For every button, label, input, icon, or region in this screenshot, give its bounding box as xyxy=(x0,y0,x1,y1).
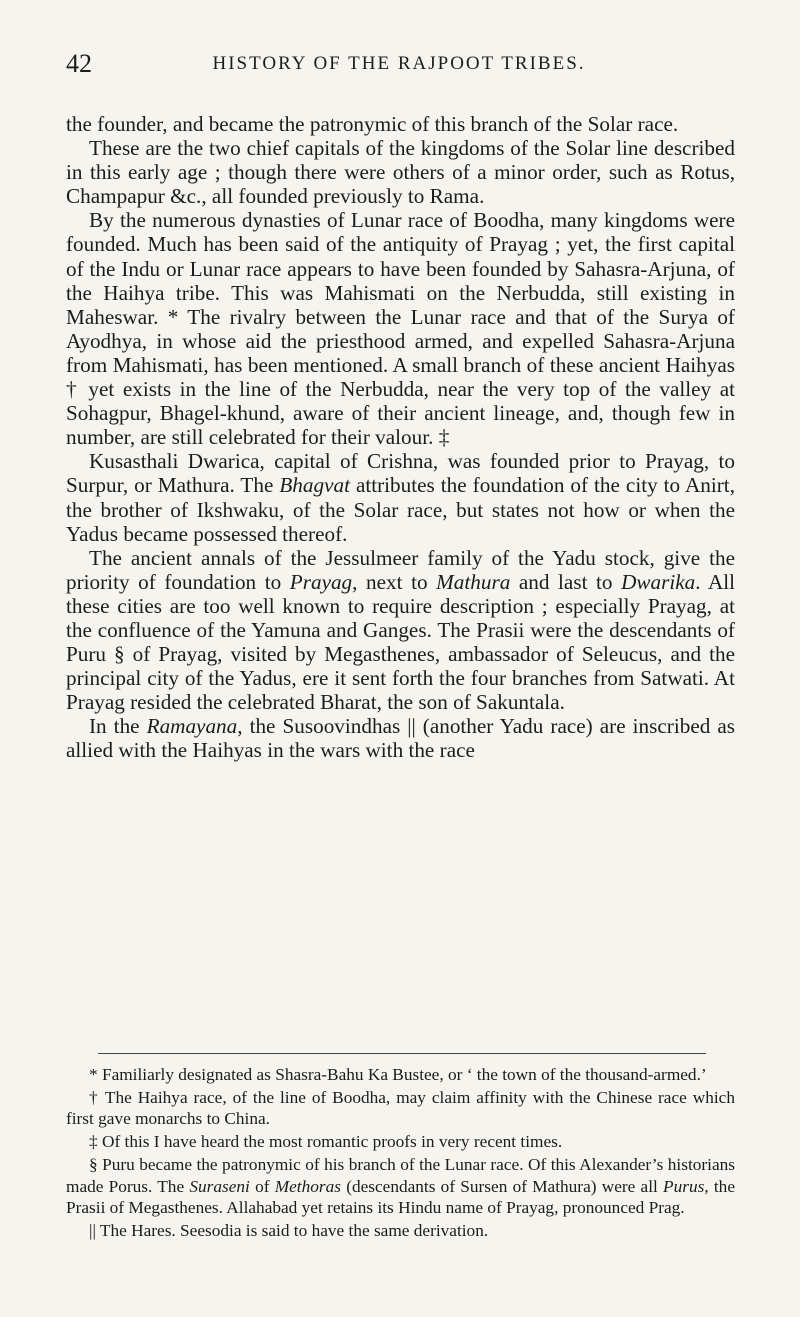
page-header xyxy=(66,44,732,84)
footnotes xyxy=(66,1064,735,1242)
footnote-divider xyxy=(98,1053,706,1054)
ramayana-title: Ramayana xyxy=(146,714,238,739)
paragraph-4 xyxy=(66,449,735,545)
page-number: 42 xyxy=(66,49,92,78)
paragraph-2: These are the two chief capitals of the kingdoms of the Solar line described in this early age ; though there were others of a minor order, such as Rotus, Champapur &c., all founded previously to Rama. xyxy=(66,136,735,209)
footnote-3: ‡ Of this I have heard the most romantic proofs in very recent times. xyxy=(89,1132,563,1152)
prayag-italic: Prayag xyxy=(289,569,353,594)
footnote-4-text-c: (descendants of Sursen of Mathura) were all xyxy=(346,1176,658,1196)
paragraph-5 xyxy=(66,546,735,715)
paragraph-4-text-b: attributes the foundation of the city to Anirt, the brother of Ikshwaku, of the Solar race, but states not how or when the Yadus became possessed thereof. xyxy=(66,473,735,546)
paragraph-6-text-b: , the Susoovindhas || (another Yadu race) are inscribed as allied with the Haihyas in the wars with the race xyxy=(66,714,735,763)
footnote-4 xyxy=(66,1154,735,1218)
mathura-italic: Mathura xyxy=(436,569,511,594)
methoras-italic: Methoras xyxy=(274,1176,341,1196)
dwarika-italic: Dwarika xyxy=(621,569,696,594)
footnote-4-text-d: , the Prasii of Megasthenes. Allahabad yet retains its Hindu name of Prayag, pronounced Prag. xyxy=(66,1176,735,1218)
paragraph-3: By the numerous dynasties of Lunar race of Boodha, many kingdoms were founded. Much has been said of the antiquity of Prayag ; yet, the first capital of the Indu or Lunar race appears to have been founded by Sahasra-Arjuna, of the Haihya tribe. This was Mahismati on the Nerbudda, still existing in Maheswar. * The rivalry between the Lunar race and that of the Surya of Ayodhya, in whose aid the priesthood armed, and expelled Sahasra-Arjuna from Mahismati, has been mentioned. A small branch of these ancient Haihyas † yet exists in the line of the Nerbudda, near the very top of the valley at Sohagpur, Bhagel-khund, aware of their ancient lineage, and, though few in number, are still celebrated for their valour. ‡ xyxy=(66,208,735,450)
footnote-4-text-b: of xyxy=(255,1176,270,1196)
footnote-1: * Familiarly designated as Shasra-Bahu Ka Bustee, or ‘ the town of the thousand-armed.’ xyxy=(89,1065,707,1084)
paragraph-5-text-c: and last to xyxy=(518,569,613,594)
purus-italic: Purus xyxy=(663,1176,705,1196)
suraseni-italic: Suraseni xyxy=(189,1176,250,1196)
paragraph-4-text-a: Kusasthali Dwarica, capital of Crishna, was founded prior to Prayag, to Surpur, or Mathura. The xyxy=(66,449,735,498)
footnote-5: || The Hares. Seesodia is said to have the same derivation. xyxy=(89,1221,489,1241)
paragraph-6-text-a: In the xyxy=(89,714,140,739)
paragraph-5-text-b: , next to xyxy=(352,569,428,594)
paragraph-1: the founder, and became the patronymic of this branch of the Solar race. xyxy=(66,112,679,136)
footnote-2: † The Haihya race, of the line of Boodha, may claim affinity with the Chinese race which first gave monarchs to China. xyxy=(66,1088,735,1129)
bhagvat-title: Bhagvat xyxy=(279,473,350,498)
paragraph-5-text-a: The ancient annals of the Jessulmeer family of the Yadu stock, give the priority of foundation to xyxy=(66,545,735,594)
paragraph-6 xyxy=(66,714,735,762)
paragraph-5-text-d: . All these cities are too well known to require description ; especially Prayag, at the confluence of the Yamuna and Ganges. The Prasii were the descendants of Puru § of Prayag, visited by Megasthenes, ambassador of Seleucus, and the principal city of the Yadus, ere it sent forth the four branches from Satwati. At Prayag resided the celebrated Bharat, the son of Sakuntala. xyxy=(66,569,736,715)
running-head: HISTORY OF THE RAJPOOT TRIBES. xyxy=(212,53,586,74)
body-text xyxy=(66,112,735,763)
footnote-4-text-a: § Puru became the patronymic of his branch of the Lunar race. Of this Alexander’s historians made Porus. The xyxy=(66,1155,735,1196)
